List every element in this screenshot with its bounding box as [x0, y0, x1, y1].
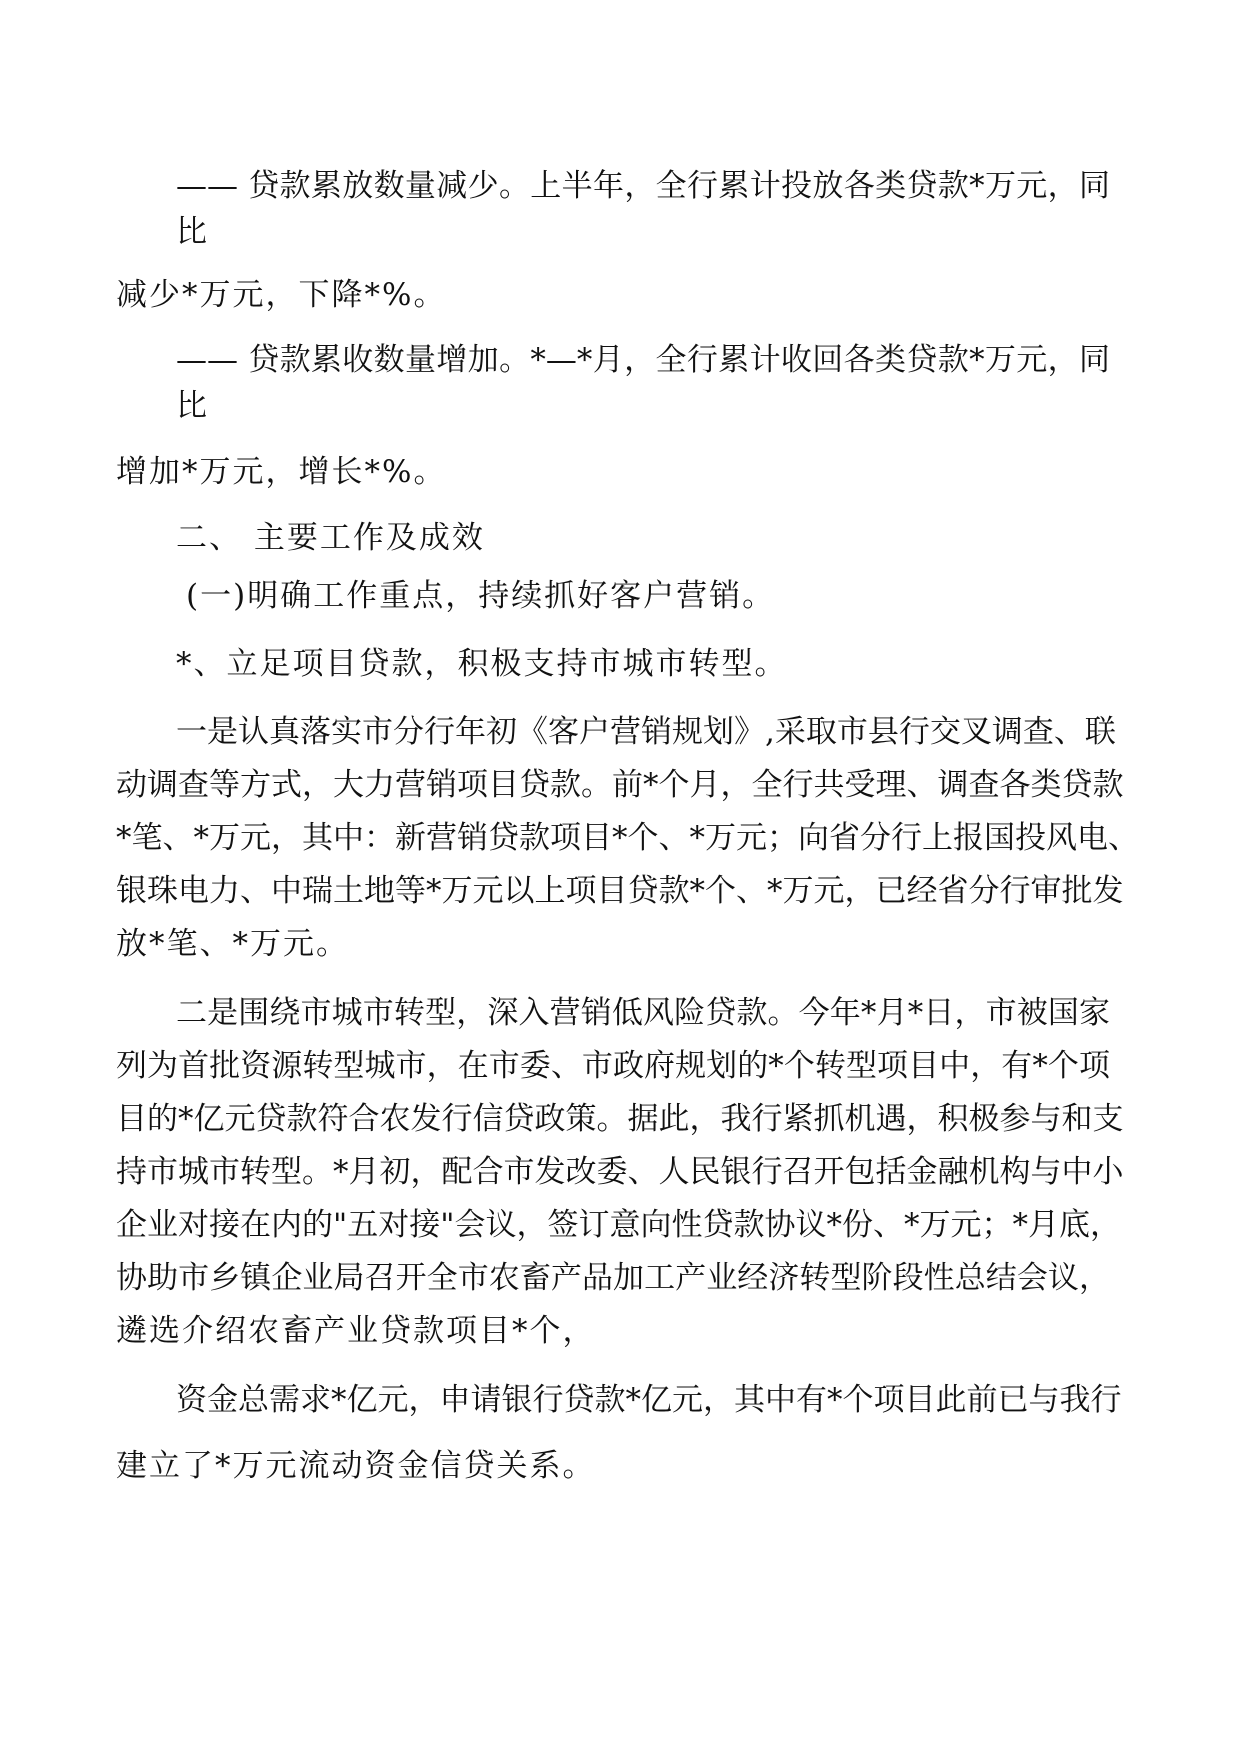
text-line: 减少*万元，下降*%。: [116, 277, 447, 313]
paragraph-line: 协助市乡镇企业局召开全市农畜产品加工产业经济转型阶段性总结会议，: [116, 1260, 1110, 1296]
paragraph-line: 企业对接在内的"五对接"会议，签订意向性贷款协议*份、*万元；*月底，: [116, 1207, 1122, 1243]
paragraph-line: 列为首批资源转型城市，在市委、市政府规划的*个转型项目中，有*个项: [116, 1048, 1110, 1084]
paragraph-line: 遴选介绍农畜产业贷款项目*个，: [116, 1313, 596, 1349]
paragraph-line: 建立了*万元流动资金信贷关系。: [116, 1448, 596, 1484]
paragraph-line: 资金总需求*亿元，申请银行贷款*亿元，其中有*个项目此前已与我行: [176, 1382, 1122, 1418]
paragraph-line: 动调查等方式，大力营销项目贷款。前*个月，全行共受理、调查各类贷款: [116, 767, 1124, 803]
text-line: 增加*万元，增长*%。: [116, 454, 447, 490]
text-line: 比: [176, 214, 209, 250]
paragraph-line: 持市城市转型。*月初，配合市发改委、人民银行召开包括金融机构与中小: [116, 1154, 1124, 1190]
paragraph-line: 放*笔、*万元。: [116, 926, 349, 962]
paragraph-line: 二是围绕市城市转型，深入营销低风险贷款。今年*月*日，市被国家: [176, 995, 1110, 1031]
paragraph-line: 目的*亿元贷款符合农发行信贷政策。据此，我行紧抓机遇，积极参与和支: [116, 1101, 1124, 1137]
paragraph-line: 一是认真落实市分行年初《客户营销规划》,采取市县行交叉调查、联: [176, 714, 1116, 750]
paragraph-line: 银珠电力、中瑞土地等*万元以上项目贷款*个、*万元，已经省分行审批发: [116, 873, 1124, 909]
bullet-line-loans-recovered: —— 贷款累收数量增加。*—*月，全行累计收回各类贷款*万元，同: [176, 342, 1110, 378]
paragraph-line: *笔、*万元，其中：新营销贷款项目*个、*万元；向省分行上报国投风电、: [116, 820, 1139, 856]
item-heading: *、立足项目贷款，积极支持市城市转型。: [176, 646, 788, 682]
section-heading: 二、 主要工作及成效: [176, 520, 485, 556]
subsection-heading: (一)明确工作重点，持续抓好客户营销。: [186, 578, 776, 614]
text-line: 比: [176, 388, 209, 424]
bullet-line-loans-issued: —— 贷款累放数量减少。上半年，全行累计投放各类贷款*万元，同: [176, 168, 1110, 204]
